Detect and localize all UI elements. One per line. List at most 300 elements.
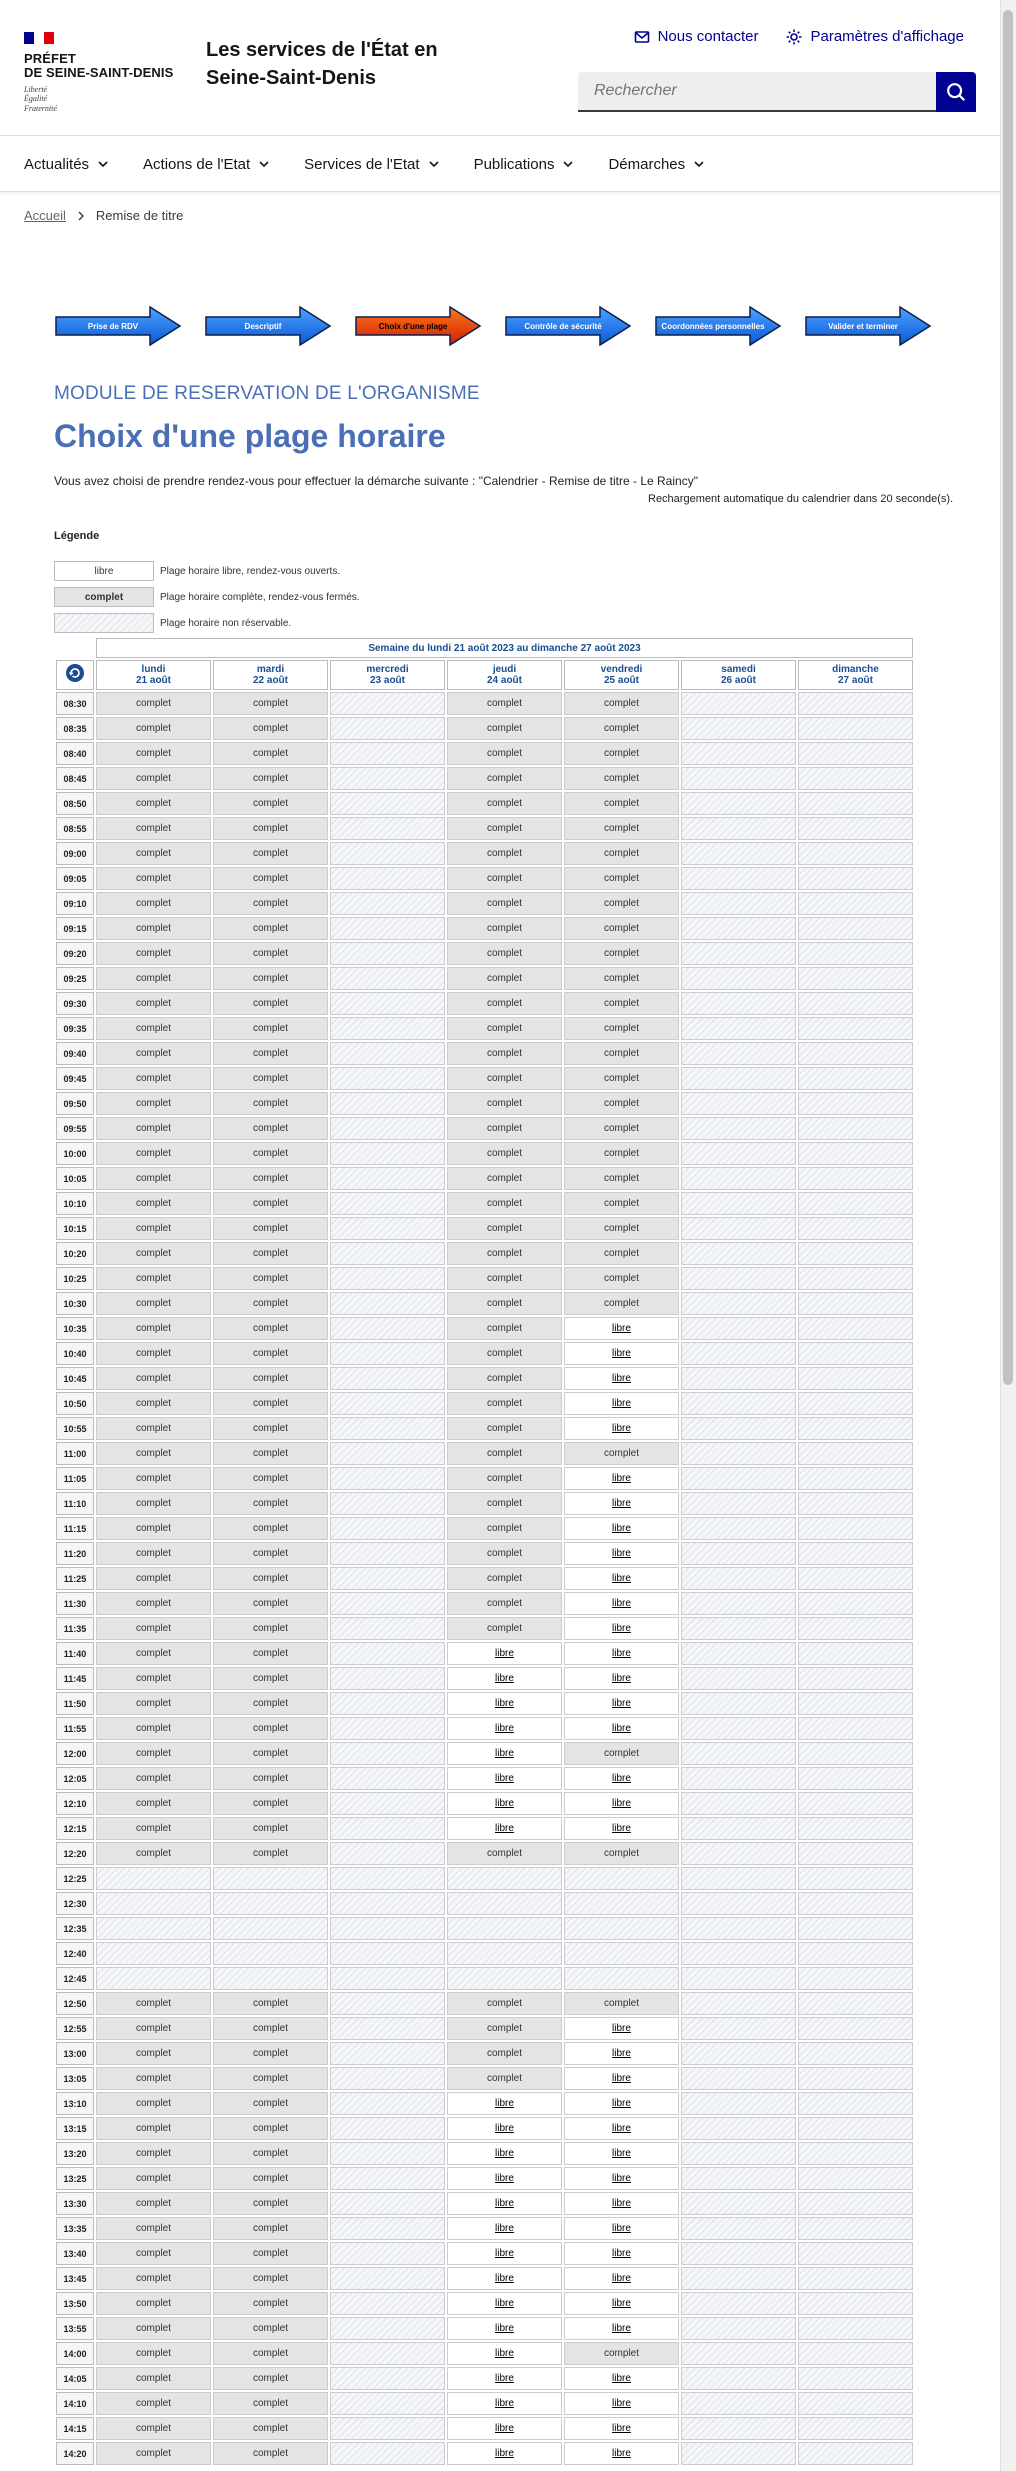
slot-free-link[interactable]: libre bbox=[447, 2217, 562, 2240]
step-3[interactable] bbox=[504, 306, 632, 346]
time-slot-row bbox=[56, 1217, 913, 1240]
time-label: 09:15 bbox=[56, 917, 94, 940]
slot-unavailable bbox=[681, 1792, 796, 1815]
slot-free-link[interactable]: libre bbox=[447, 1692, 562, 1715]
slot-unavailable bbox=[330, 1117, 445, 1140]
slot-unavailable bbox=[798, 2067, 913, 2090]
slot-full: complet bbox=[96, 1742, 211, 1765]
step-label: Valider et terminer bbox=[828, 321, 898, 331]
slot-free-link[interactable]: libre bbox=[564, 1617, 679, 1640]
slot-full: complet bbox=[213, 1817, 328, 1840]
time-label: 13:10 bbox=[56, 2092, 94, 2115]
slot-unavailable bbox=[681, 1692, 796, 1715]
slot-free-link[interactable]: libre bbox=[564, 2292, 679, 2315]
slot-full: complet bbox=[447, 867, 562, 890]
slot-full: complet bbox=[213, 692, 328, 715]
slot-full: complet bbox=[96, 1992, 211, 2015]
slot-full: complet bbox=[213, 2417, 328, 2440]
slot-full: complet bbox=[564, 967, 679, 990]
search-bar bbox=[578, 72, 976, 112]
envelope-icon bbox=[634, 29, 650, 45]
slot-unavailable bbox=[798, 1242, 913, 1265]
slot-full: complet bbox=[96, 1692, 211, 1715]
slot-unavailable bbox=[330, 1742, 445, 1765]
slot-full: complet bbox=[96, 892, 211, 915]
slot-full: complet bbox=[213, 967, 328, 990]
slot-full: complet bbox=[213, 1042, 328, 1065]
slot-full: complet bbox=[213, 1442, 328, 1465]
time-slot-row bbox=[56, 2242, 913, 2265]
step-5[interactable] bbox=[804, 306, 932, 346]
slot-free-link[interactable]: libre bbox=[447, 2242, 562, 2265]
slot-unavailable bbox=[330, 1067, 445, 1090]
slot-full: complet bbox=[213, 1117, 328, 1140]
slot-unavailable bbox=[681, 842, 796, 865]
slot-free-link[interactable]: libre bbox=[447, 2192, 562, 2215]
time-label: 14:20 bbox=[56, 2442, 94, 2465]
slot-free-link[interactable]: libre bbox=[447, 1767, 562, 1790]
slot-full: complet bbox=[564, 1167, 679, 1190]
slot-full: complet bbox=[213, 2317, 328, 2340]
time-slot-row bbox=[56, 1817, 913, 1840]
slot-unavailable bbox=[681, 1367, 796, 1390]
slot-unavailable bbox=[798, 1842, 913, 1865]
step-1[interactable] bbox=[204, 306, 332, 346]
slot-free-link[interactable]: libre bbox=[564, 1492, 679, 1515]
slot-full: complet bbox=[213, 942, 328, 965]
display-settings-button[interactable]: Paramètres d'affichage bbox=[786, 28, 964, 45]
slot-free-link[interactable]: libre bbox=[447, 2292, 562, 2315]
slot-full: complet bbox=[447, 792, 562, 815]
slot-full: complet bbox=[564, 1242, 679, 1265]
time-label: 09:20 bbox=[56, 942, 94, 965]
slot-unavailable bbox=[330, 2017, 445, 2040]
slot-full: complet bbox=[447, 1517, 562, 1540]
time-label: 12:10 bbox=[56, 1792, 94, 1815]
slot-unavailable bbox=[681, 742, 796, 765]
module-label: MODULE DE RESERVATION DE L'ORGANISME bbox=[54, 383, 480, 404]
slot-full: complet bbox=[447, 892, 562, 915]
time-label: 12:25 bbox=[56, 1867, 94, 1890]
nav-item-0[interactable]: Actualités bbox=[24, 136, 143, 192]
slot-free-link[interactable]: libre bbox=[447, 2092, 562, 2115]
time-label: 11:40 bbox=[56, 1642, 94, 1665]
slot-unavailable bbox=[681, 1867, 796, 1890]
slot-unavailable bbox=[330, 1917, 445, 1940]
time-slot-row bbox=[56, 1242, 913, 1265]
slot-unavailable bbox=[330, 1242, 445, 1265]
refresh-button[interactable] bbox=[56, 660, 94, 690]
slot-full: complet bbox=[447, 1117, 562, 1140]
scrollbar[interactable] bbox=[1000, 0, 1016, 2471]
slot-full: complet bbox=[564, 992, 679, 1015]
slot-full: complet bbox=[564, 1442, 679, 1465]
time-label: 08:40 bbox=[56, 742, 94, 765]
time-label: 13:45 bbox=[56, 2267, 94, 2290]
slot-free-link[interactable]: libre bbox=[564, 2242, 679, 2265]
slot-unavailable bbox=[330, 1192, 445, 1215]
time-label: 09:35 bbox=[56, 1017, 94, 1040]
slot-full: complet bbox=[447, 1992, 562, 2015]
slot-full: complet bbox=[564, 792, 679, 815]
time-slot-row bbox=[56, 1692, 913, 1715]
slot-unavailable bbox=[330, 1592, 445, 1615]
scrollbar-thumb[interactable] bbox=[1003, 10, 1013, 1385]
time-slot-row bbox=[56, 867, 913, 890]
slot-full: complet bbox=[213, 2142, 328, 2165]
slot-unavailable bbox=[330, 867, 445, 890]
time-slot-row bbox=[56, 2367, 913, 2390]
slot-full: complet bbox=[564, 1117, 679, 1140]
logo-line-1: PRÉFET bbox=[24, 51, 76, 66]
slot-unavailable bbox=[330, 2142, 445, 2165]
slot-free-link[interactable]: libre bbox=[564, 1517, 679, 1540]
slot-free-link[interactable]: libre bbox=[447, 1717, 562, 1740]
slot-free-link[interactable]: libre bbox=[564, 1642, 679, 1665]
slot-unavailable bbox=[330, 2392, 445, 2415]
legend-item-full bbox=[54, 587, 360, 607]
slot-full: complet bbox=[447, 1367, 562, 1390]
slot-unavailable bbox=[798, 2217, 913, 2240]
slot-full: complet bbox=[96, 1592, 211, 1615]
slot-unavailable bbox=[681, 892, 796, 915]
slot-full: complet bbox=[213, 2392, 328, 2415]
slot-full: complet bbox=[564, 717, 679, 740]
slot-free-link[interactable]: libre bbox=[447, 2167, 562, 2190]
slot-full: complet bbox=[213, 1167, 328, 1190]
slot-full: complet bbox=[447, 817, 562, 840]
slot-free-link[interactable]: libre bbox=[447, 1667, 562, 1690]
time-label: 13:35 bbox=[56, 2217, 94, 2240]
slot-full: complet bbox=[213, 1517, 328, 1540]
time-label: 12:20 bbox=[56, 1842, 94, 1865]
slot-unavailable bbox=[681, 1117, 796, 1140]
slot-unavailable bbox=[681, 1892, 796, 1915]
slot-unavailable bbox=[798, 2092, 913, 2115]
slot-full: complet bbox=[213, 767, 328, 790]
slot-full: complet bbox=[96, 792, 211, 815]
time-label: 09:10 bbox=[56, 892, 94, 915]
slot-unavailable bbox=[798, 917, 913, 940]
slot-full: complet bbox=[96, 2417, 211, 2440]
slot-unavailable bbox=[798, 2017, 913, 2040]
time-label: 09:00 bbox=[56, 842, 94, 865]
slot-full: complet bbox=[447, 2017, 562, 2040]
prefecture-logo[interactable] bbox=[24, 32, 174, 113]
slot-free-link[interactable]: libre bbox=[564, 1567, 679, 1590]
slot-full: complet bbox=[564, 917, 679, 940]
time-slot-row bbox=[56, 1592, 913, 1615]
slot-unavailable bbox=[798, 1692, 913, 1715]
slot-free-link[interactable]: libre bbox=[447, 1817, 562, 1840]
slot-unavailable bbox=[798, 2267, 913, 2290]
slot-free-link[interactable]: libre bbox=[564, 2392, 679, 2415]
slot-unavailable bbox=[798, 1067, 913, 1090]
slot-full: complet bbox=[213, 892, 328, 915]
slot-full: complet bbox=[447, 2067, 562, 2090]
slot-free-link[interactable]: libre bbox=[564, 2417, 679, 2440]
calendar-table bbox=[54, 636, 915, 2467]
slot-unavailable bbox=[330, 1367, 445, 1390]
slot-free-link[interactable]: libre bbox=[447, 1792, 562, 1815]
time-label: 13:20 bbox=[56, 2142, 94, 2165]
slot-unavailable bbox=[798, 1717, 913, 1740]
time-label: 09:30 bbox=[56, 992, 94, 1015]
slot-free-link[interactable]: libre bbox=[564, 1717, 679, 1740]
slot-full: complet bbox=[213, 1767, 328, 1790]
time-label: 11:05 bbox=[56, 1467, 94, 1490]
slot-unavailable bbox=[798, 967, 913, 990]
slot-unavailable bbox=[681, 1217, 796, 1240]
slot-unavailable bbox=[213, 1892, 328, 1915]
header-tools bbox=[634, 28, 964, 45]
slot-free-link[interactable]: libre bbox=[564, 2067, 679, 2090]
slot-unavailable bbox=[681, 1617, 796, 1640]
slot-full: complet bbox=[96, 1317, 211, 1340]
slot-unavailable bbox=[798, 1417, 913, 1440]
slot-full: complet bbox=[213, 1667, 328, 1690]
slot-full: complet bbox=[213, 1142, 328, 1165]
chevron-right-icon bbox=[76, 211, 86, 221]
slot-free-link[interactable]: libre bbox=[564, 1767, 679, 1790]
slot-full: complet bbox=[447, 1092, 562, 1115]
time-slot-row bbox=[56, 1292, 913, 1315]
slot-unavailable bbox=[96, 1867, 211, 1890]
slot-unavailable bbox=[798, 692, 913, 715]
slot-free-link[interactable]: libre bbox=[564, 1542, 679, 1565]
slot-full: complet bbox=[447, 717, 562, 740]
slot-free-link[interactable]: libre bbox=[564, 1817, 679, 1840]
breadcrumb-home-link[interactable]: Accueil bbox=[24, 208, 66, 223]
slot-unavailable bbox=[681, 1442, 796, 1465]
slot-unavailable bbox=[330, 1267, 445, 1290]
slot-free-link[interactable]: libre bbox=[447, 2142, 562, 2165]
slot-full: complet bbox=[96, 1142, 211, 1165]
slot-unavailable bbox=[681, 2192, 796, 2215]
slot-unavailable bbox=[330, 767, 445, 790]
slot-unavailable bbox=[681, 2367, 796, 2390]
slot-free-link[interactable]: libre bbox=[564, 1342, 679, 1365]
slot-free-link[interactable]: libre bbox=[564, 2217, 679, 2240]
time-label: 12:30 bbox=[56, 1892, 94, 1915]
time-label: 11:50 bbox=[56, 1692, 94, 1715]
slot-unavailable bbox=[564, 1967, 679, 1990]
slot-full: complet bbox=[96, 767, 211, 790]
slot-full: complet bbox=[447, 2042, 562, 2065]
slot-full: complet bbox=[564, 1092, 679, 1115]
chevron-down-icon bbox=[258, 158, 270, 170]
time-label: 12:00 bbox=[56, 1742, 94, 1765]
step-2[interactable] bbox=[354, 306, 482, 346]
slot-unavailable bbox=[681, 2242, 796, 2265]
slot-unavailable bbox=[681, 1242, 796, 1265]
slot-unavailable bbox=[681, 1767, 796, 1790]
slot-free-link[interactable]: libre bbox=[447, 2392, 562, 2415]
slot-full: complet bbox=[96, 1242, 211, 1265]
slot-unavailable bbox=[447, 1892, 562, 1915]
step-label: Contrôle de sécurité bbox=[524, 321, 602, 331]
time-label: 08:50 bbox=[56, 792, 94, 815]
time-slot-row bbox=[56, 2117, 913, 2140]
slot-unavailable bbox=[330, 2117, 445, 2140]
legend-text-unavailable: Plage horaire non réservable. bbox=[160, 617, 292, 629]
slot-free-link[interactable]: libre bbox=[564, 2317, 679, 2340]
slot-unavailable bbox=[96, 1892, 211, 1915]
slot-full: complet bbox=[447, 1592, 562, 1615]
slot-unavailable bbox=[330, 1042, 445, 1065]
main-nav bbox=[0, 136, 1000, 192]
slot-full: complet bbox=[213, 867, 328, 890]
slot-unavailable bbox=[213, 1917, 328, 1940]
slot-unavailable bbox=[798, 1592, 913, 1615]
slot-full: complet bbox=[564, 1292, 679, 1315]
slot-full: complet bbox=[213, 1617, 328, 1640]
slot-unavailable bbox=[681, 1267, 796, 1290]
slot-unavailable bbox=[798, 2417, 913, 2440]
slot-full: complet bbox=[213, 1317, 328, 1340]
slot-free-link[interactable]: libre bbox=[564, 1667, 679, 1690]
slot-full: complet bbox=[96, 2267, 211, 2290]
slot-free-link[interactable]: libre bbox=[564, 1367, 679, 1390]
slot-unavailable bbox=[330, 942, 445, 965]
slot-free-link[interactable]: libre bbox=[447, 2317, 562, 2340]
time-label: 13:15 bbox=[56, 2117, 94, 2140]
slot-unavailable bbox=[330, 1417, 445, 1440]
time-slot-row bbox=[56, 2192, 913, 2215]
slot-free-link[interactable]: libre bbox=[564, 2167, 679, 2190]
slot-free-link[interactable]: libre bbox=[447, 2342, 562, 2365]
slot-unavailable bbox=[330, 2167, 445, 2190]
slot-unavailable bbox=[330, 717, 445, 740]
step-label: Descriptif bbox=[244, 321, 282, 331]
slot-unavailable bbox=[798, 2367, 913, 2390]
slot-full: complet bbox=[564, 692, 679, 715]
slot-unavailable bbox=[681, 1042, 796, 1065]
slot-full: complet bbox=[447, 1142, 562, 1165]
slot-free-link[interactable]: libre bbox=[564, 1392, 679, 1415]
slot-unavailable bbox=[681, 1167, 796, 1190]
site-title[interactable]: Les services de l'État en Seine-Saint-Denis bbox=[206, 39, 438, 89]
slot-full: complet bbox=[564, 767, 679, 790]
time-label: 13:05 bbox=[56, 2067, 94, 2090]
slot-free-link[interactable]: libre bbox=[564, 2267, 679, 2290]
slot-free-link[interactable]: libre bbox=[564, 2192, 679, 2215]
time-label: 10:10 bbox=[56, 1192, 94, 1215]
slot-full: complet bbox=[96, 867, 211, 890]
slot-unavailable bbox=[330, 967, 445, 990]
slot-full: complet bbox=[96, 1642, 211, 1665]
time-slot-row bbox=[56, 1117, 913, 1140]
slot-full: complet bbox=[213, 1742, 328, 1765]
slot-unavailable bbox=[681, 1992, 796, 2015]
slot-full: complet bbox=[447, 1192, 562, 1215]
slot-unavailable bbox=[681, 2292, 796, 2315]
slot-unavailable bbox=[798, 1467, 913, 1490]
time-slot-row bbox=[56, 1742, 913, 1765]
slot-unavailable bbox=[330, 2042, 445, 2065]
slot-free-link[interactable]: libre bbox=[564, 2117, 679, 2140]
slot-full: complet bbox=[447, 1567, 562, 1590]
slot-free-link[interactable]: libre bbox=[447, 2367, 562, 2390]
slot-unavailable bbox=[681, 2092, 796, 2115]
slot-free-link[interactable]: libre bbox=[564, 1317, 679, 1340]
search-input[interactable] bbox=[578, 72, 936, 112]
nav-item-4[interactable]: Démarches bbox=[608, 136, 739, 192]
breadcrumb bbox=[24, 208, 183, 223]
slot-free-link[interactable]: libre bbox=[564, 1792, 679, 1815]
slot-unavailable bbox=[681, 1092, 796, 1115]
time-slot-row bbox=[56, 917, 913, 940]
slot-unavailable bbox=[798, 1867, 913, 1890]
slot-free-link[interactable]: libre bbox=[564, 1692, 679, 1715]
breadcrumb-current: Remise de titre bbox=[95, 208, 184, 223]
slot-free-link[interactable]: libre bbox=[564, 2142, 679, 2165]
slot-full: complet bbox=[564, 2342, 679, 2365]
slot-unavailable bbox=[330, 2292, 445, 2315]
slot-full: complet bbox=[96, 1517, 211, 1540]
nav-item-3[interactable]: Publications bbox=[474, 136, 609, 192]
time-label: 13:55 bbox=[56, 2317, 94, 2340]
time-slot-row bbox=[56, 1642, 913, 1665]
slot-unavailable bbox=[330, 1967, 445, 1990]
slot-full: complet bbox=[213, 2117, 328, 2140]
slot-unavailable bbox=[798, 1092, 913, 1115]
slot-free-link[interactable]: libre bbox=[447, 2117, 562, 2140]
step-0[interactable] bbox=[54, 306, 182, 346]
time-slot-row bbox=[56, 942, 913, 965]
nav-item-1[interactable]: Actions de l'Etat bbox=[143, 136, 304, 192]
slot-free-link[interactable]: libre bbox=[447, 2417, 562, 2440]
slot-free-link[interactable]: libre bbox=[564, 2017, 679, 2040]
slot-unavailable bbox=[330, 917, 445, 940]
slot-full: complet bbox=[213, 1342, 328, 1365]
day-header-lundi: lundi 21 août bbox=[96, 660, 211, 690]
slot-unavailable bbox=[681, 1017, 796, 1040]
slot-free-link[interactable]: libre bbox=[564, 1417, 679, 1440]
slot-unavailable bbox=[681, 792, 796, 815]
slot-full: complet bbox=[447, 1267, 562, 1290]
slot-full: complet bbox=[96, 2217, 211, 2240]
slot-free-link[interactable]: libre bbox=[447, 1642, 562, 1665]
time-slot-row bbox=[56, 1167, 913, 1190]
intro-text: Vous avez choisi de prendre rendez-vous pour effectuer la démarche suivante : "Calendrier - Remise de titre - Le Raincy" bbox=[54, 474, 698, 488]
contact-link[interactable]: Nous contacter bbox=[634, 28, 759, 45]
step-4[interactable] bbox=[654, 306, 782, 346]
slot-free-link[interactable]: libre bbox=[564, 1592, 679, 1615]
nav-item-2[interactable]: Services de l'Etat bbox=[304, 136, 473, 192]
slot-free-link[interactable]: libre bbox=[447, 1742, 562, 1765]
slot-free-link[interactable]: libre bbox=[447, 2442, 562, 2465]
slot-unavailable bbox=[681, 1642, 796, 1665]
time-slot-row bbox=[56, 1192, 913, 1215]
slot-full: complet bbox=[447, 1342, 562, 1365]
search-button[interactable] bbox=[936, 72, 976, 112]
slot-free-link[interactable]: libre bbox=[564, 2092, 679, 2115]
time-label: 12:50 bbox=[56, 1992, 94, 2015]
slot-free-link[interactable]: libre bbox=[564, 1467, 679, 1490]
slot-unavailable bbox=[330, 792, 445, 815]
slot-free-link[interactable]: libre bbox=[447, 2267, 562, 2290]
slot-unavailable bbox=[798, 1292, 913, 1315]
slot-free-link[interactable]: libre bbox=[564, 2367, 679, 2390]
slot-free-link[interactable]: libre bbox=[564, 2042, 679, 2065]
slot-unavailable bbox=[330, 742, 445, 765]
slot-unavailable bbox=[798, 1042, 913, 1065]
time-slot-row bbox=[56, 2392, 913, 2415]
slot-unavailable bbox=[798, 2192, 913, 2215]
slot-free-link[interactable]: libre bbox=[564, 2442, 679, 2465]
legend-item-free bbox=[54, 561, 340, 581]
